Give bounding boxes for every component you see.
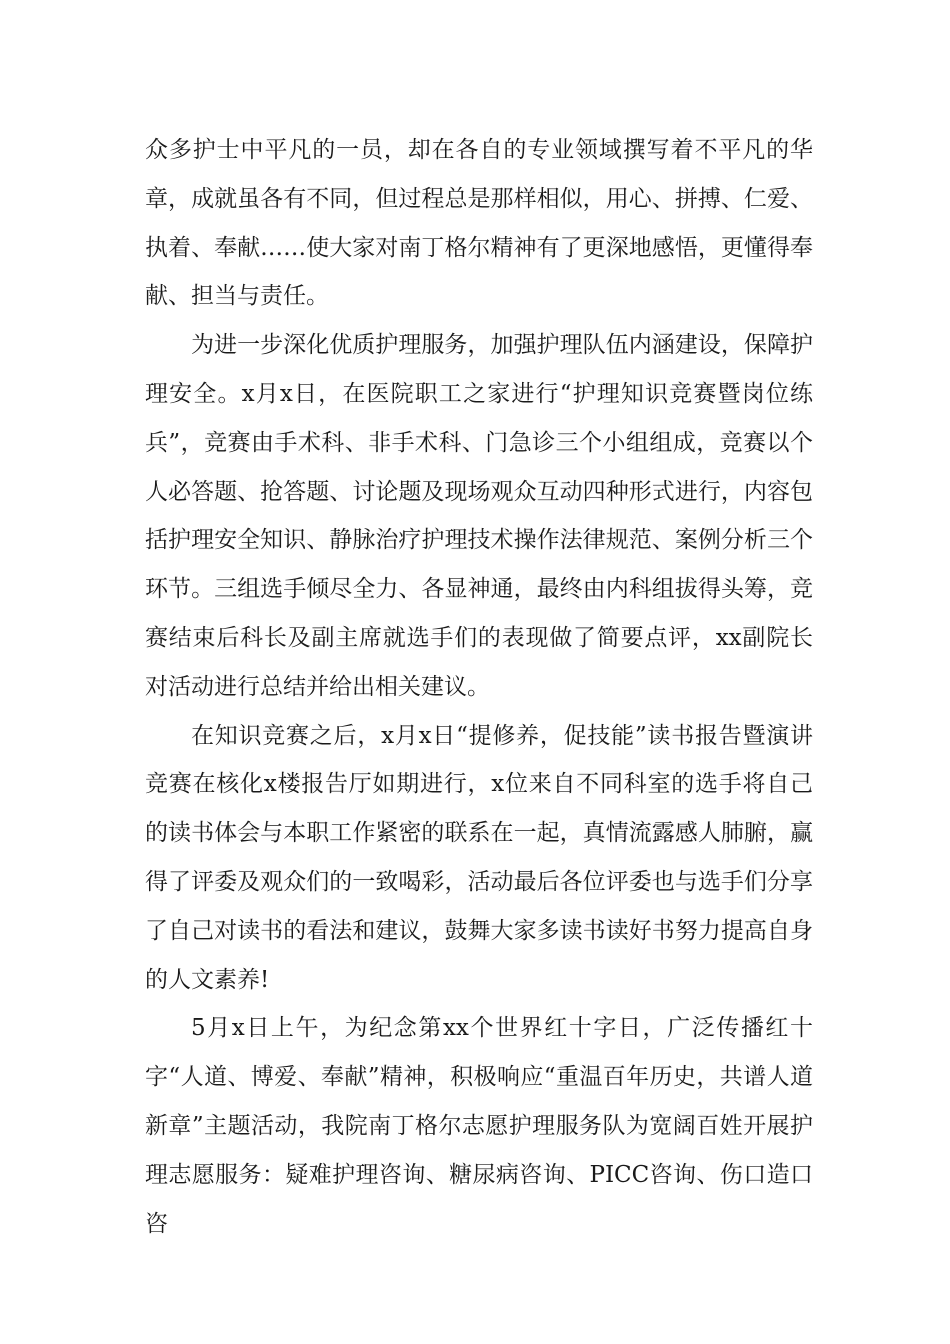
paragraph-reading-report: 在知识竞赛之后，x月x日“提修养，促技能”读书报告暨演讲竞赛在核化x楼报告厅如期进行，x位来自不同科室的选手将自己的读书体会与本职工作紧密的联系在一起，真情流露感人肺腑，赢得了评委及观众们的一致喝彩，活动最后各位评委也与选手们分享了自己对读书的看法和建议，鼓舞大家多读书读好书努力提高自身的人文素养!: [145, 722, 813, 993]
document-body: [145, 126, 813, 1248]
paragraph-red-cross-day: 5月x日上午，为纪念第xx个世界红十字日，广泛传播红十字“人道、博爱、奉献”精神，积极响应“重温百年历史，共谱人道新章”主题活动，我院南丁格尔志愿护理服务队为宽阔百姓开展护理志愿服务：疑难护理咨询、糖尿病咨询、PICC咨询、伤口造口咨: [145, 1015, 813, 1237]
paragraph-continuation: 众多护士中平凡的一员，却在各自的专业领域撰写着不平凡的华章，成就虽各有不同，但过程总是那样相似，用心、拼搏、仁爱、执着、奉献……使大家对南丁格尔精神有了更深地感悟，更懂得奉献、担当与责任。: [145, 137, 813, 310]
paragraph-knowledge-competition: 为进一步深化优质护理服务，加强护理队伍内涵建设，保障护理安全。x月x日，在医院职工之家进行“护理知识竞赛暨岗位练兵”，竞赛由手术科、非手术科、门急诊三个小组组成，竞赛以个人必答题、抢答题、讨论题及现场观众互动四种形式进行，内容包括护理安全知识、静脉治疗护理技术操作法律规范、案例分析三个环节。三组选手倾尽全力、各显神通，最终由内科组拔得头筹，竞赛结束后科长及副主席就选手们的表现做了简要点评，xx副院长对活动进行总结并给出相关建议。: [145, 332, 813, 700]
